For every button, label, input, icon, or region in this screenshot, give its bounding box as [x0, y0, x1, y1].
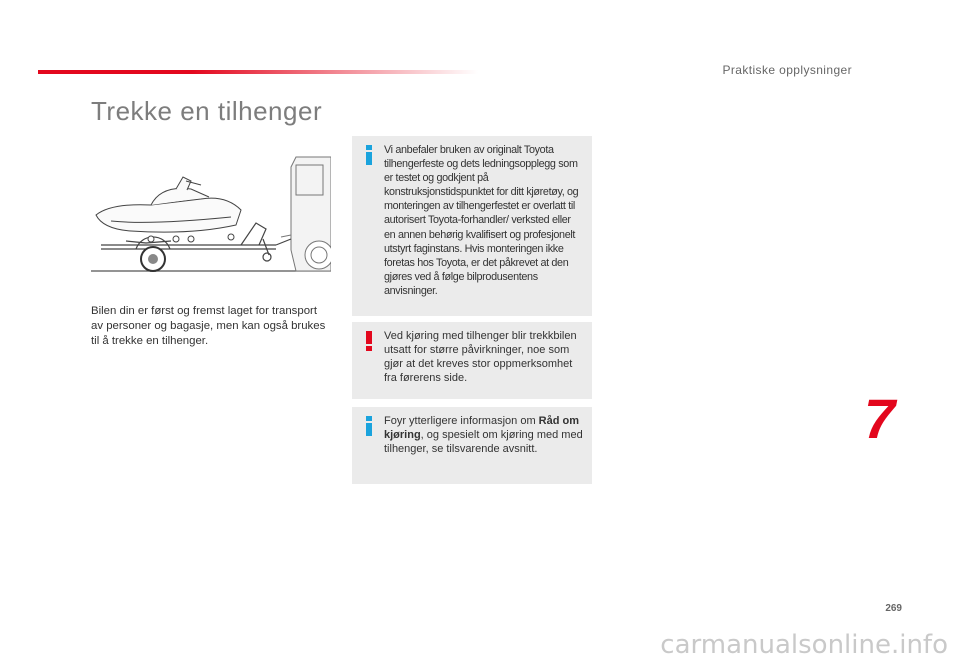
warning-note-box — [352, 322, 592, 399]
info-note-box — [352, 136, 592, 316]
chapter-number: 7 — [864, 387, 896, 450]
info-icon — [362, 144, 376, 166]
warning-icon — [362, 330, 376, 352]
van-rear — [281, 157, 331, 271]
page-number: 269 — [885, 603, 902, 614]
trailer-rollers — [148, 234, 234, 242]
trailer-illustration — [91, 155, 331, 275]
watermark: carmanualsonline.info — [660, 630, 948, 660]
driving-advice-reference: Råd om kjøring — [384, 415, 580, 442]
jet-ski — [96, 177, 241, 232]
info-icon — [362, 415, 376, 437]
info-note-box — [352, 407, 592, 484]
info-note-text-start: Foyr ytterligere informasjon om — [384, 415, 539, 427]
warning-note-text: Ved kjøring med tilhenger blir trekkbilen utsatt for større påvirkninger, noe som gjør at det kreves stor oppmerksomhet fra førerens side. — [384, 330, 577, 385]
header-accent-bar — [38, 70, 478, 74]
info-note-text: Vi anbefaler bruken av originalt Toyota tilhengerfeste og dets ledningsopplegg som er testet og godkjent på konstruksjonstidspunktet for ditt kjøretøy, og monteringen av tilhengerfestet er overlatt til autorisert Toyota-forhandler/ verksted eller en annen behørig kvalifisert og profesjonelt utstyrt faginstans. Hvis monteringen ikke foretas hos Toyota, er det påkrevet at den gjøres ved å følge bilprodusentens anvisninger. — [384, 144, 579, 297]
intro-paragraph: Bilen din er først og fremst laget for transport av personer og bagasje, men kan også brukes til å trekke en tilhenger. — [91, 305, 326, 347]
section-title: Praktiske opplysninger — [722, 63, 852, 77]
info-note-text — [384, 414, 584, 456]
info-note-text-end: , og spesielt om kjøring med med tilhenger, se tilsvarende avsnitt. — [384, 429, 583, 456]
page-title: Trekke en tilhenger — [91, 96, 323, 126]
